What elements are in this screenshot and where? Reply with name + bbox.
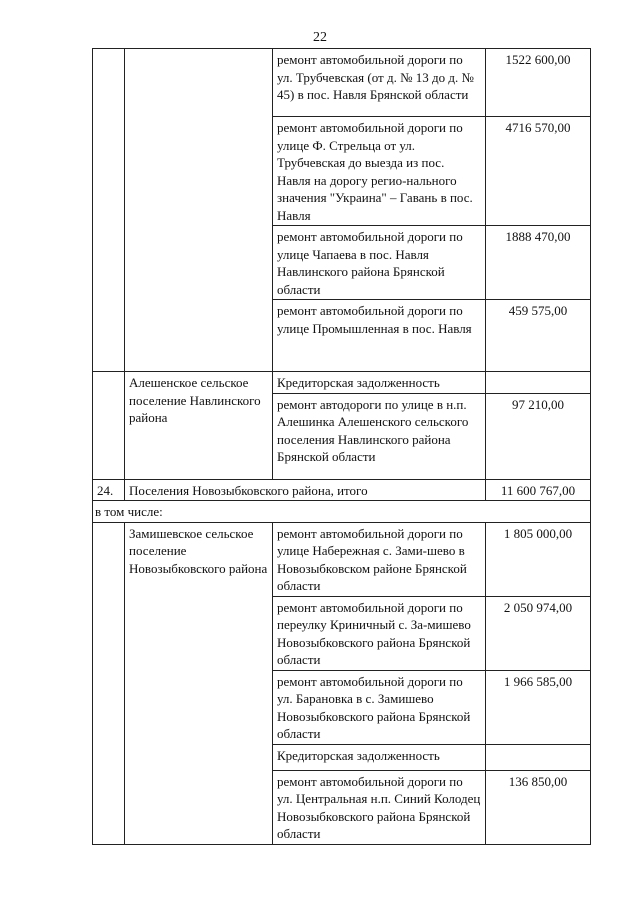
work-description: ремонт автомобильной дороги по улице Набережная с. Зами-шево в Новозыбковском районе Брянской области — [273, 522, 486, 596]
amount: 459 575,00 — [486, 300, 591, 372]
table-row — [93, 479, 591, 501]
settlement-name: Алешенское сельское поселение Навлинского района — [125, 372, 273, 480]
table-row — [93, 522, 591, 596]
table-row — [93, 372, 591, 394]
funding-table — [92, 48, 591, 845]
amount: 2 050 974,00 — [486, 596, 591, 670]
work-description: ремонт автомобильной дороги по переулку Криничный с. За-мишево Новозыбковского района Брянской области — [273, 596, 486, 670]
amount: 1888 470,00 — [486, 226, 591, 300]
work-description: ремонт автомобильной дороги по ул. Трубчевская (от д. № 13 до д. № 45) в пос. Навля Брянской области — [273, 49, 486, 117]
cell-empty — [125, 49, 273, 372]
table-row — [93, 501, 591, 523]
settlement-name: Замишевское сельское поселение Новозыбковского района — [125, 522, 273, 844]
amount: 1 805 000,00 — [486, 522, 591, 596]
row-number: 24. — [93, 479, 125, 501]
creditor-debt-label: Кредиторская задолженность — [273, 744, 486, 770]
work-description: ремонт автомобильной дороги по улице Ф. Стрельца от ул. Трубчевская до выезда из пос. Навля на дорогу регио-нального значения "Украина" – Гавань в пос. Навля — [273, 117, 486, 226]
amount: 136 850,00 — [486, 770, 591, 844]
cell-empty — [93, 372, 125, 480]
work-description: ремонт автомобильной дороги по ул. Центральная н.п. Синий Колодец Новозыбковского района Брянской области — [273, 770, 486, 844]
cell-empty — [93, 49, 125, 372]
amount: 1522 600,00 — [486, 49, 591, 117]
cell-empty — [486, 372, 591, 394]
table-row — [93, 49, 591, 117]
creditor-debt-label: Кредиторская задолженность — [273, 372, 486, 394]
work-description: ремонт автодороги по улице в н.п. Алешинка Алешенского сельского поселения Навлинского района Брянской области — [273, 393, 486, 479]
district-total-title: Поселения Новозыбковского района, итого — [125, 479, 486, 501]
cell-empty — [93, 522, 125, 844]
page-number: 22 — [313, 30, 327, 45]
including-label: в том числе: — [93, 501, 591, 523]
cell-empty — [486, 744, 591, 770]
amount: 1 966 585,00 — [486, 670, 591, 744]
total-amount: 11 600 767,00 — [486, 479, 591, 501]
amount: 4716 570,00 — [486, 117, 591, 226]
work-description: ремонт автомобильной дороги по улице Чапаева в пос. Навля Навлинского района Брянской области — [273, 226, 486, 300]
amount: 97 210,00 — [486, 393, 591, 479]
work-description: ремонт автомобильной дороги по ул. Барановка в с. Замишево Новозыбковского района Брянской области — [273, 670, 486, 744]
work-description: ремонт автомобильной дороги по улице Промышленная в пос. Навля — [273, 300, 486, 372]
